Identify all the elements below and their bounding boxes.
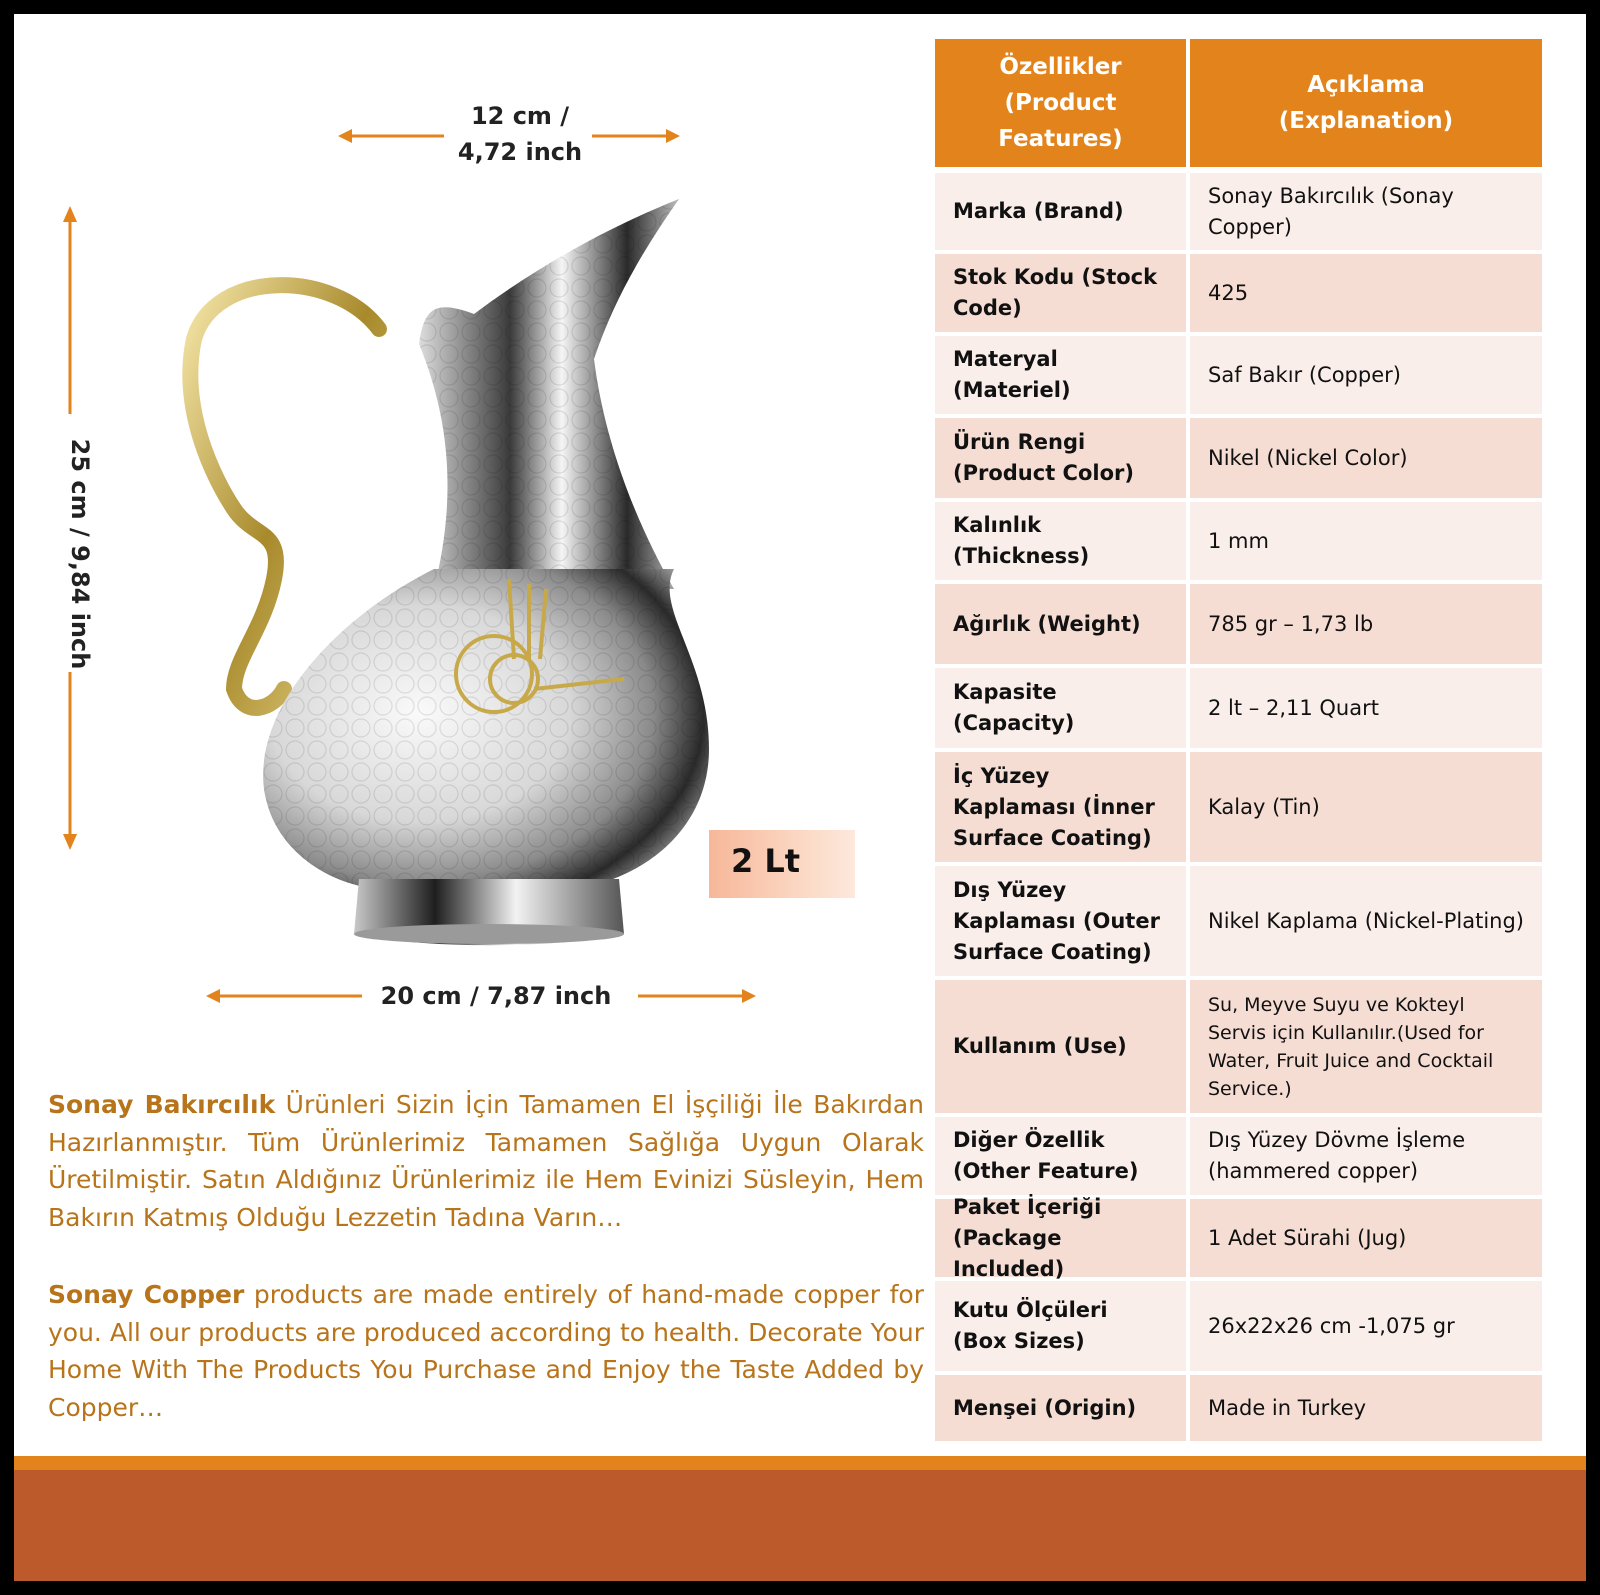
base-width-left-arrow [204,986,364,1006]
feature-cell: Kullanım (Use) [935,980,1186,1113]
value-cell: 1 mm [1190,502,1542,580]
height-up-arrow [60,204,80,416]
value-cell: Nikel Kaplama (Nickel-Plating) [1190,866,1542,976]
value-cell: Su, Meyve Suyu ve Kokteyl Servis için Kullanılır.(Used for Water, Fruit Juice and Cocktail Service.) [1190,980,1542,1113]
base-width-right-arrow [638,986,758,1006]
value-cell: 785 gr – 1,73 lb [1190,584,1542,664]
spec-table [935,39,1568,1445]
feature-cell: Stok Kodu (Stock Code) [935,254,1186,332]
table-row [935,336,1568,414]
feature-cell: Kutu Ölçüleri (Box Sizes) [935,1281,1186,1371]
value-cell: Saf Bakır (Copper) [1190,336,1542,414]
top-width-label: 12 cm / 4,72 inch [457,102,583,166]
feature-cell: Paket İçeriği (Package Included) [935,1199,1186,1277]
value-cell: 26x22x26 cm -1,075 gr [1190,1281,1542,1371]
header-explanation: Açıklama (Explanation) [1190,39,1542,167]
footer-band [14,1470,1586,1581]
description-turkish [48,1086,924,1236]
brand-name-tr: Sonay Bakırcılık [48,1090,276,1119]
table-row [935,254,1568,332]
feature-cell: İç Yüzey Kaplaması (İnner Surface Coating) [935,752,1186,862]
description-en-text: products are made entirely of hand-made copper for you. All our products are produced according to health. Decorate Your Home With The Products You Purchase and Enjoy the Taste Added by Copper… [48,1280,924,1422]
height-label: 25 cm / 9,84 inch [66,438,94,670]
feature-cell: Materyal (Materiel) [935,336,1186,414]
table-row [935,668,1568,748]
value-cell: Kalay (Tin) [1190,752,1542,862]
table-row [935,752,1568,862]
value-cell: Sonay Bakırcılık (Sonay Copper) [1190,173,1542,250]
table-row [935,1281,1568,1371]
feature-cell: Kapasite (Capacity) [935,668,1186,748]
description-english [48,1276,924,1426]
feature-cell: Dış Yüzey Kaplaması (Outer Surface Coating) [935,866,1186,976]
table-row [935,1194,1568,1281]
table-header [935,39,1568,167]
description-tr-text: Ürünleri Sizin İçin Tamamen El İşçiliği İle Bakırdan Hazırlanmıştır. Tüm Ürünlerimiz Tamamen Sağlığa Uygun Olarak Üretilmiştir. Satın Aldığınız Ürünlerimiz ile Hem Evinizi Süsleyin, Hem Bakırın Katmış Olduğu Lezzetin Tadına Varın… [48,1090,924,1232]
feature-cell: Ürün Rengi (Product Color) [935,418,1186,498]
table-row [935,584,1568,664]
base-width-label: 20 cm / 7,87 inch [380,982,612,1010]
table-row [935,866,1568,976]
table-row [935,1117,1568,1195]
value-cell: 1 Adet Sürahi (Jug) [1190,1199,1542,1277]
value-cell: 425 [1190,254,1542,332]
product-sheet [14,14,1586,1581]
feature-cell: Kalınlık (Thickness) [935,502,1186,580]
feature-cell: Diğer Özellik (Other Feature) [935,1117,1186,1195]
value-cell: 2 lt – 2,11 Quart [1190,668,1542,748]
value-cell: Made in Turkey [1190,1375,1542,1441]
table-row [935,980,1568,1113]
feature-cell: Ağırlık (Weight) [935,584,1186,664]
brand-name-en: Sonay Copper [48,1280,245,1309]
volume-badge: 2 Lt [709,830,855,898]
table-row [935,502,1568,580]
header-features: Özellikler (Product Features) [935,39,1186,167]
top-width-left-arrow [336,126,446,146]
footer-accent-line [14,1456,1586,1470]
feature-cell: Marka (Brand) [935,173,1186,250]
table-row [935,418,1568,498]
table-row [935,173,1568,250]
copper-jug-image [174,189,734,969]
value-cell: Dış Yüzey Dövme İşleme (hammered copper) [1190,1117,1542,1195]
table-row [935,1375,1568,1441]
value-cell: Nikel (Nickel Color) [1190,418,1542,498]
top-width-right-arrow [592,126,682,146]
height-down-arrow [60,672,80,852]
feature-cell: Menşei (Origin) [935,1375,1186,1441]
